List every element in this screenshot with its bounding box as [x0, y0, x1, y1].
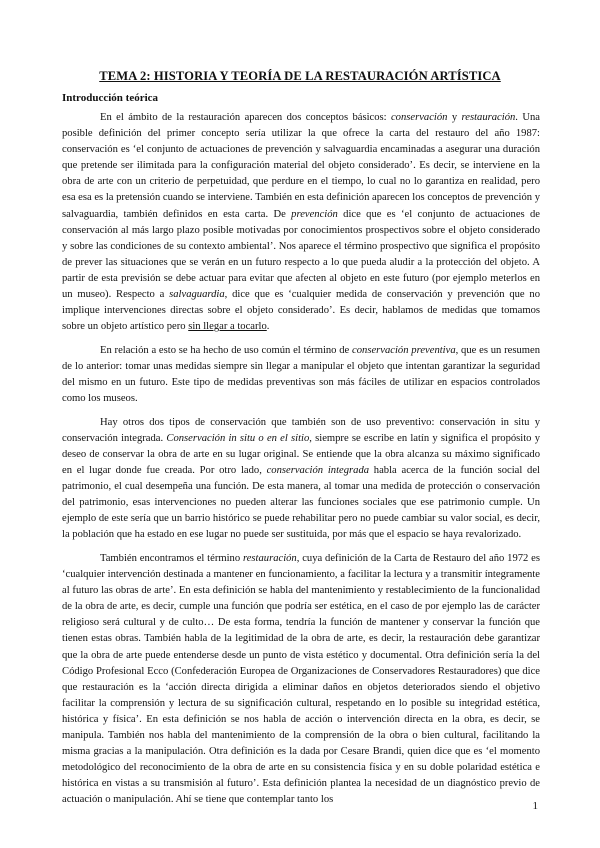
document-body [62, 110, 540, 816]
paragraph-conservacion-preventiva: En relación a esto se ha hecho de uso común el término de conservación preventiva, que es un resumen de lo anterior: tomar unas medidas siempre sin llegar a manipular el objeto que intentan garantizar la seguridad del mismo en un futuro. Este tipo de medidas preventivas son más fáciles de utilizar en espacios controlados como los museos. [62, 344, 540, 405]
page-title: TEMA 2: HISTORIA Y TEORÍA DE LA RESTAURACIÓN ARTÍSTICA [99, 69, 501, 83]
page-number: 1 [532, 800, 538, 812]
paragraph-tipos-conservacion: Hay otros dos tipos de conservación que también son de uso preventivo: conservación in situ y conservación integrada. Conservación in situ o en el sitio, siempre se escribe en latín y significa el propósito y deseo de conservar la obra de arte en su lugar original. Se entiende que la obra alcanza su máximo significado en el lugar donde fue creada. Por otro lado, conservación integrada habla acerca de la función social del patrimonio, el cual desempeña una función. De esta manera, al tomar una medida de protección o conservación del patrimonio, esas intervenciones no pueden alterar las funciones sociales que ese patrimonio cumple. Un ejemplo de este sería que un barrio histórico se puede rehabilitar pero no puede cambiar su valor social, es decir, la población que ha estado en ese lugar no puede ser sustituida, por más que el espacio se haya revalorizado. [62, 416, 540, 541]
underlined-phrase: sin llegar a tocarlo [188, 321, 267, 333]
paragraph-restauracion: También encontramos el término restauración, cuya definición de la Carta de Restauro del año 1972 es ‘cualquier intervención destinada a mantener en funcionamiento, a facilitar la lectura y a transmitir íntegramente al futuro las obras de arte’. En esta definición se habla del mantenimiento y restablecimiento de la funcionalidad de la obra de arte, es decir, cumple una función que podría ser estética, en el caso de por ejemplo las de carácter religioso será cultural y de culto… De esta forma, tendría la función de mantener y conservar la función que tienen estas obras. También habla de la legitimidad de la obra de arte, es decir, la restauración debe garantizar que la obra de arte puede entenderse desde un punto de vista estético y documental. Otra definición sería la del Código Profesional Ecco (Confederación Europea de Organizaciones de Conservadores Restauradores) que dice que restauración es la ‘acción directa dirigida a eliminar daños en objetos deteriorados siendo el objetivo facilitar la comprensión y lectura de su significación cultural, respetando en lo posible su integridad estética, histórica y física’. En esta definición se nos habla de acción o intervención directa en la obra, es decir, se manipula. También nos habla del mantenimiento de la comprensión de la obra o bien cultural, facilitando la misma gracias a la manipulación. Otra definición es la dada por Cesare Brandi, quien dice que es ‘el momento metodológico del reconocimiento de la obra de arte en su consistencia física y en su doble polaridad estética e histórica en vistas a su transmisión al futuro’. Esta definición plantea la necesidad de un diagnóstico previo de actuación o manipulación. Ahí se tiene que contemplar tanto los [62, 552, 540, 806]
paragraph-conservacion: En el ámbito de la restauración aparecen dos conceptos básicos: conservación y restauración. Una posible definición del primer concepto sería utilizar la que ofrece la carta del restauro del año 1987: conservación es ‘el conjunto de actuaciones de prevención y salvaguardia encaminadas a asegurar una duración que pretende ser ilimitada para la configuración material del objeto considerado’. Es decir, se interviene en la obra de arte con un criterio de perpetuidad, que perdure en el tiempo, lo cual no lo garantiza en realidad, pero esa esa es la pretensión cuando se interviene. También en esta definición aparecen los conceptos de prevención y salvaguardia, también definidos en esta carta. De prevención dice que es ‘el conjunto de actuaciones de conservación al más largo plazo posible motivadas por conocimientos prospectivos sobre el objeto considerado y sobre las condiciones de su contexto ambiental’. Nos aparece el término prospectivo que significa el propósito de prever las situaciones que se verán en un futuro respecto a lo que pueda aludir a la protección del objeto. A partir de esta previsión se debe actuar para evitar que afecten al objeto en este futuro (por ejemplo meterlos en un museo). Respecto a salvaguardia, dice que es ‘cualquier medida de conservación y prevención que no implique intervenciones directas sobre el objeto considerado’. Es decir, hablamos de medidas que tomamos sobre un objeto artístico pero sin llegar a tocarlo. [62, 112, 540, 333]
section-heading: Introducción teórica [62, 92, 159, 104]
